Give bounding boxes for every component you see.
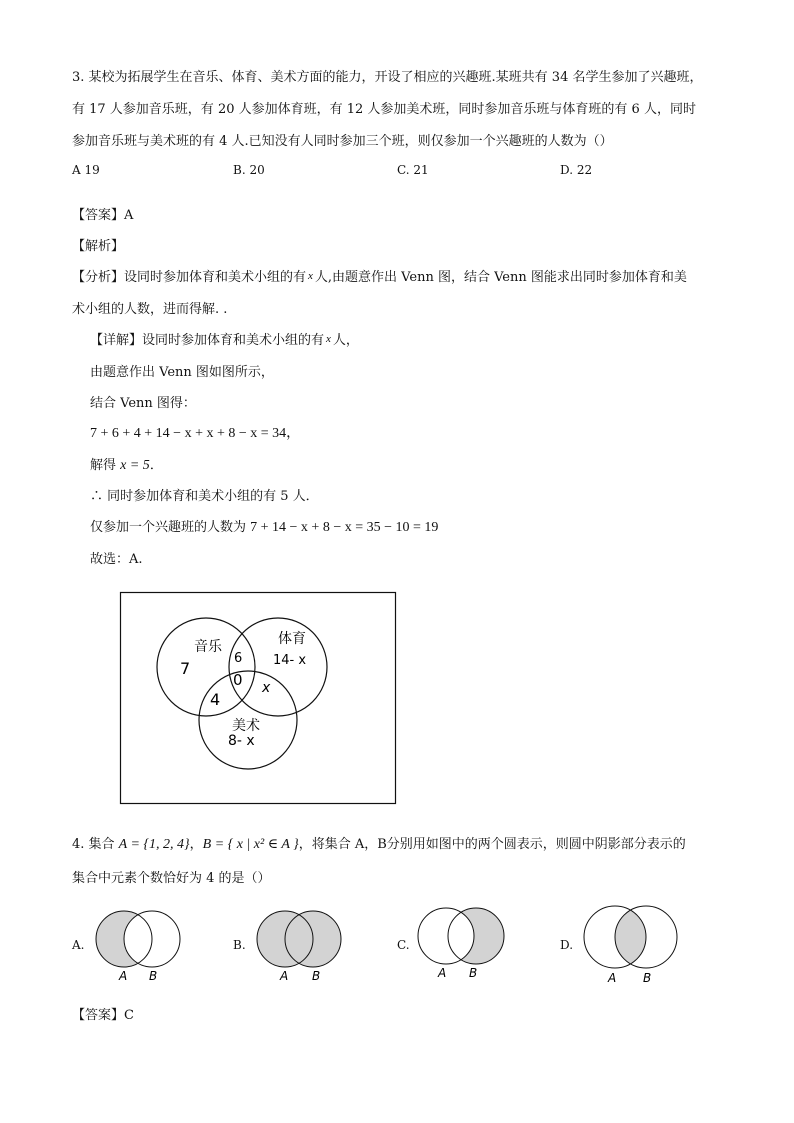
analysis-tag: 【解析】 (72, 239, 125, 254)
venn-diagram (118, 590, 398, 806)
detail-variable: x (326, 333, 331, 345)
music-sports-value: 6 (234, 651, 243, 666)
q4-separator: ， (189, 837, 203, 852)
q4-prefix: 4. 集合 (72, 837, 119, 852)
analysis-line1 (72, 266, 687, 285)
music-circle (157, 618, 255, 716)
center-value: 0 (233, 671, 243, 689)
solve-suffix: ． (149, 458, 163, 473)
music-only-value: 7 (180, 659, 191, 678)
step-venn: 由题意作出 Venn 图如图所示， (90, 365, 274, 380)
detail-line1 (90, 329, 359, 348)
answer-value: C (124, 1008, 134, 1023)
solve-equation: x = 5 (120, 458, 150, 473)
q4-answer (72, 1004, 134, 1023)
q3-answer (72, 204, 133, 223)
label-b: B (469, 966, 478, 980)
q4-option-a-letter: A. (72, 938, 85, 952)
q4-suffix: ，将集合 A，B分别用如图中的两个圆表示，则圆中阴影部分表示的 (298, 837, 686, 852)
label-a: A (608, 971, 617, 985)
q4-option-c-diagram (416, 905, 512, 985)
q4-option-a-diagram (92, 908, 188, 988)
detail-tag: 【详解】 (90, 333, 143, 348)
fenxi-text-a: 设同时参加体育和美术小组的有 (124, 270, 307, 285)
label-a: A (438, 966, 447, 980)
solve-line (90, 454, 163, 474)
detail-text-a: 设同时参加体育和美术小组的有 (142, 333, 325, 348)
art-label: 美术 (232, 718, 260, 734)
set-b: B = { x | x² ∈ A } (202, 837, 299, 852)
answer-value: A (124, 208, 134, 223)
venn-frame (121, 593, 396, 804)
sports-only-value: 14- x (273, 653, 307, 668)
fenxi-text-b: 人,由题意作出 Venn 图，结合 Venn 图能求出同时参加体育和美 (314, 270, 687, 285)
label-a: A (119, 969, 128, 983)
q4-option-c-letter: C. (397, 938, 410, 952)
sports-art-value: x (262, 680, 271, 696)
art-only-value: 8- x (228, 733, 255, 749)
detail-text-b: 人， (332, 333, 359, 348)
label-b: B (643, 971, 652, 985)
step-combine: 结合 Venn 图得： (90, 396, 196, 411)
q4-option-d-diagram (578, 903, 682, 989)
q3-option-b: B. 20 (233, 163, 265, 177)
q3-option-c: C. 21 (397, 163, 429, 177)
q4-stem-line2: 集合中元素个数恰好为 4 的是（） (72, 871, 271, 886)
q4-option-b-diagram (253, 908, 349, 988)
set-a: A = {1, 2, 4} (118, 837, 190, 852)
label-b: B (149, 969, 158, 983)
conclusion-line: ∴ 同时参加体育和美术小组的有 5 人． (90, 489, 319, 504)
q3-option-a: A 19 (72, 163, 100, 177)
q4-stem-line1 (72, 833, 686, 853)
q3-stem-line3: 参加音乐班与美术班的有 4 人.已知没有人同时参加三个班，则仅参加一个兴趣班的人数为（） (72, 134, 613, 149)
music-label: 音乐 (194, 639, 222, 655)
sports-label: 体育 (278, 631, 306, 647)
fenxi-variable: x (308, 270, 313, 282)
q3-stem-line1: 3. 某校为拓展学生在音乐、体育、美术方面的能力，开设了相应的兴趣班.某班共有 34 名学生参加了兴趣班， (72, 70, 703, 85)
only-one-prefix: 仅参加一个兴趣班的人数为 (90, 520, 251, 535)
only-one-equation: 7 + 14 − x + 8 − x = 35 − 10 = 19 (250, 520, 439, 535)
q4-option-b-letter: B. (233, 938, 246, 952)
answer-tag: 【答案】 (72, 208, 125, 223)
choose-line: 故选：A. (90, 552, 143, 567)
analysis-line2: 术小组的人数，进而得解. . (72, 302, 228, 317)
label-b: B (312, 969, 321, 983)
equation-sum: 7 + 6 + 4 + 14 − x + x + 8 − x = 34， (90, 426, 301, 441)
q3-option-d: D. 22 (560, 163, 593, 177)
q4-option-d-letter: D. (560, 938, 574, 952)
solve-prefix: 解得 (90, 458, 121, 473)
answer-tag: 【答案】 (72, 1008, 125, 1023)
fenxi-tag: 【分析】 (72, 270, 125, 285)
only-one-line (90, 516, 438, 536)
label-a: A (280, 969, 289, 983)
q3-stem-line2: 有 17 人参加音乐班，有 20 人参加体育班，有 12 人参加美术班，同时参加音乐班与体育班的有 6 人，同时 (72, 102, 696, 117)
music-art-value: 4 (210, 690, 221, 709)
